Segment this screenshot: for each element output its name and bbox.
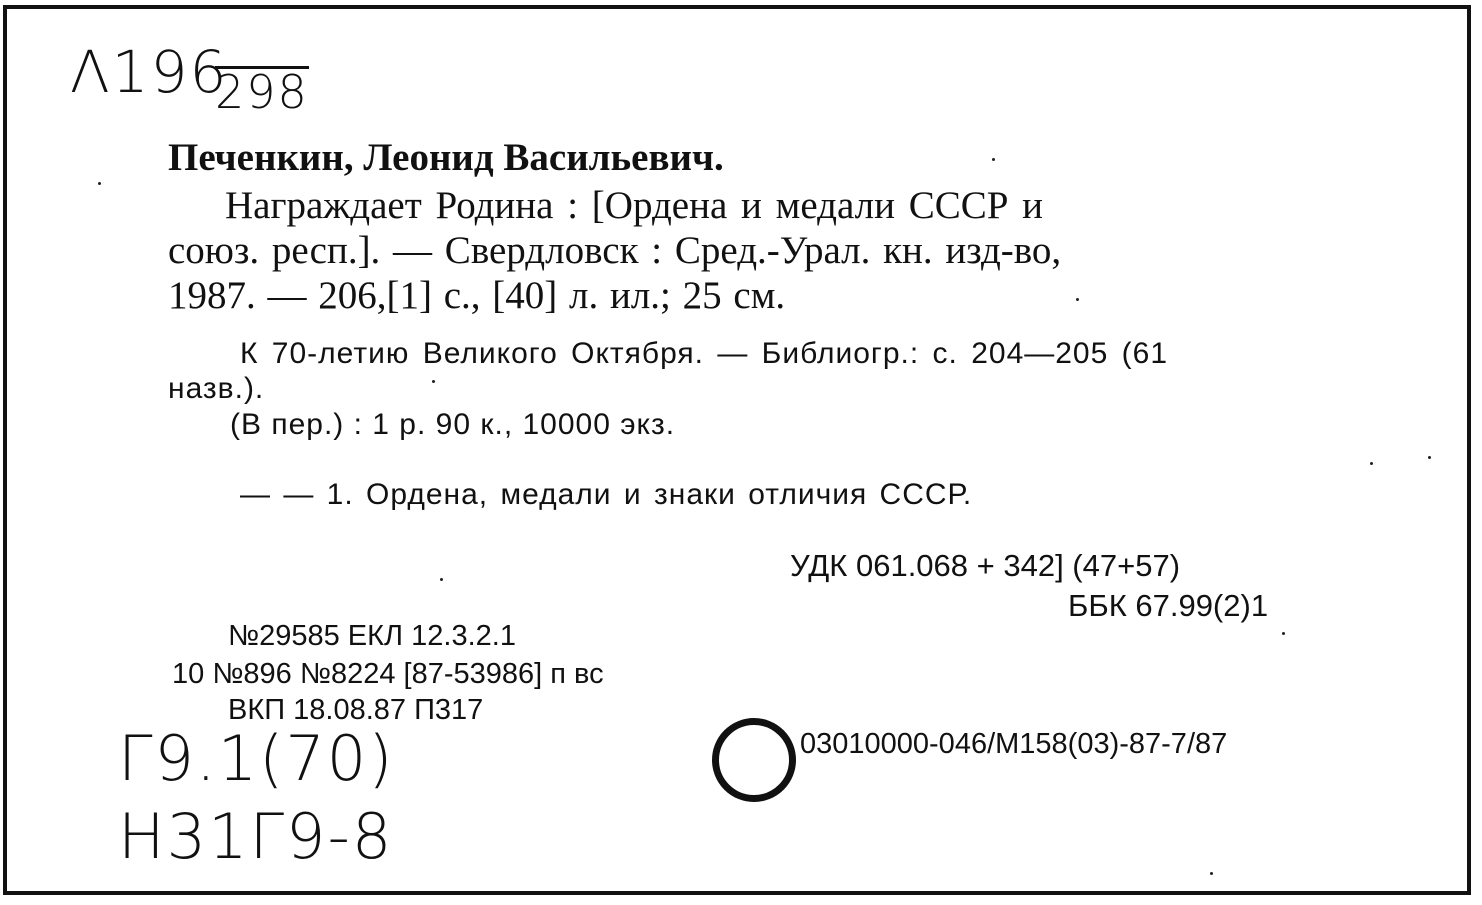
punch-hole-circle (712, 718, 796, 802)
price-line: (В пер.) : 1 р. 90 к., 10000 экз. (230, 408, 676, 441)
dust-speck (1428, 456, 1431, 459)
stats-line-3: ВКП 18.08.87 П317 (228, 694, 484, 726)
title-line-1: Награждает Родина : [Ордена и медали СССР и (225, 184, 1044, 227)
dust-speck (440, 578, 443, 581)
subject-heading: — — 1. Ордена, медали и знаки отличия СССР. (240, 478, 973, 511)
dust-speck (1210, 872, 1213, 875)
dust-speck (98, 182, 101, 185)
bbk-code: ББК 67.99(2)1 (1068, 588, 1269, 623)
handwritten-code-top-sub: 298 (215, 65, 309, 119)
stats-line-1: №29585 ЕКЛ 12.3.2.1 (228, 620, 516, 652)
index-code: 03010000-046/М158(03)-87-7/87 (800, 728, 1228, 760)
dust-speck (1370, 462, 1373, 465)
note-line-2: назв.). (168, 372, 265, 405)
dust-speck (432, 380, 435, 383)
note-line-1: К 70-летию Великого Октября. — Библиогр.: с. 204—205 (61 (240, 337, 1168, 370)
udk-code: УДК 061.068 + 342] (47+57) (790, 548, 1181, 583)
dust-speck (1076, 298, 1079, 301)
stats-line-2: 10 №896 №8224 [87-53986] п вс (172, 658, 604, 690)
title-line-2: союз. респ.]. — Свердловск : Сред.-Урал. кн. изд-во, (168, 229, 1062, 272)
handwritten-code-top: Λ196 (70, 38, 229, 106)
author-heading: Печенкин, Леонид Васильевич. (168, 136, 724, 179)
handwritten-code-bottom-2: Н31Г9-8 (118, 800, 394, 873)
dust-speck (1282, 632, 1285, 635)
handwritten-code-bottom-1: Г9.1(70) (118, 722, 395, 795)
title-line-3: 1987. — 206,[1] с., [40] л. ил.; 25 см. (168, 274, 786, 317)
dust-speck (992, 158, 995, 161)
